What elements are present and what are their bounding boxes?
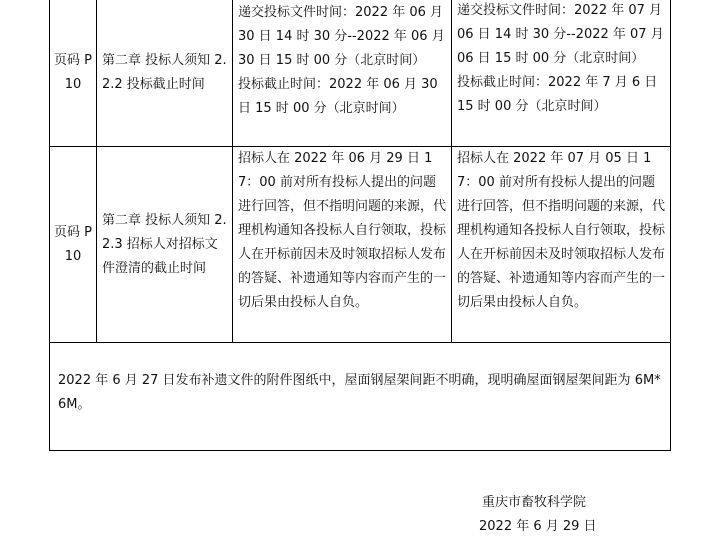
clarification-text: 2022 年 6 月 27 日发布补遗文件的附件图纸中，屋面钢屋架间距不明确，现明确屋面钢屋架间距为 6M*6M。 (58, 373, 661, 412)
notice-footer (455, 491, 655, 539)
original-text-line: 递交投标文件时间：2022 年 06 月 30 日 14 时 30 分--2022 年 06 月 30 日 15 时 00 分（北京时间） (238, 5, 445, 68)
page-ref: 页码 P10 (54, 52, 92, 92)
revised-content-cell (452, 147, 671, 343)
page-ref: 页码 P10 (54, 224, 92, 264)
section-cell (97, 147, 233, 343)
issuer-name: 重庆市畜牧科学院 (482, 495, 587, 510)
page-ref-cell (50, 0, 97, 147)
revised-text-line: 投标截止时间：2022 年 7 月 6 日 15 时 00 分（北京时间） (457, 75, 658, 114)
table-row (50, 343, 671, 451)
original-text-line: 招标人在 2022 年 06 月 29 日 17：00 前对所有投标人提出的问题进行回答，但不指明问题的来源，代理机构通知各投标人自行领取，投标人在开标前因未及时领取招标人发布的答疑、补遗通知等内容而产生的一切后果由投标人自负。 (238, 151, 447, 310)
page-ref-cell (50, 147, 97, 343)
table-row (50, 147, 671, 343)
issue-date: 2022 年 6 月 29 日 (479, 519, 597, 534)
revised-text-line: 招标人在 2022 年 07 月 05 日 17：00 前对所有投标人提出的问题进行回答，但不指明问题的来源，代理机构通知各投标人自行领取，投标人在开标前因未及时领取招标人发布的答疑、补遗通知等内容而产生的一切后果由投标人自负。 (457, 151, 666, 310)
revised-text-line: 递交投标文件时间：2022 年 07 月 06 日 14 时 30 分--2022 年 07 月 06 日 15 时 00 分（北京时间） (457, 3, 664, 66)
original-text-line: 投标截止时间：2022 年 06 月 30 日 15 时 00 分（北京时间） (238, 77, 438, 116)
table-row (50, 0, 671, 147)
original-content-cell (233, 147, 452, 343)
section-cell (97, 0, 233, 147)
original-content-cell (233, 0, 452, 147)
clarification-cell (50, 343, 671, 451)
section-title: 第二章 投标人须知 2.2.2 投标截止时间 (102, 52, 227, 92)
section-title: 第二章 投标人须知 2.2.3 招标人对招标文件澄清的截止时间 (102, 212, 227, 276)
revised-content-cell (452, 0, 671, 147)
amendment-table (49, 0, 671, 451)
